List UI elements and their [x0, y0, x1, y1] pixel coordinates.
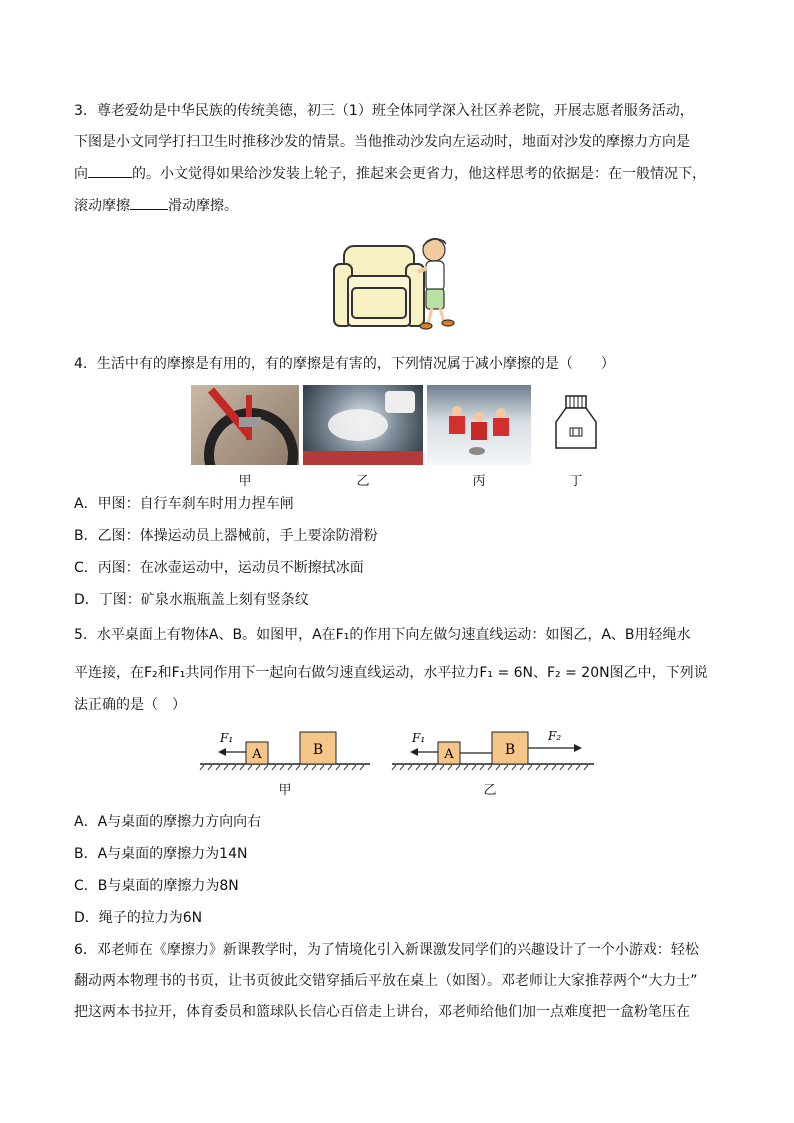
figure-jia [198, 724, 372, 774]
photo-curling [427, 385, 531, 465]
q4-option-a[interactable]: A．甲图：自行车刹车时用力捏车闸 [74, 496, 294, 512]
caption-jia: 甲 [238, 474, 252, 489]
q3-line-4 [74, 195, 238, 216]
block-a-yi-label: A [444, 747, 454, 762]
caption-bing: 丙 [472, 474, 486, 489]
block-a-label: A [252, 747, 262, 762]
q3-line-3-start: 向 [74, 166, 88, 182]
q3-line-3 [74, 163, 706, 184]
force-f1-yi-label: F₁ [412, 731, 426, 745]
caption-ding: 丁 [569, 474, 583, 489]
q3-line-4-end: 滑动摩擦。 [168, 198, 238, 214]
q4-stem: 4．生活中有的摩擦是有用的，有的摩擦是有害的，下列情况属于减小摩擦的是（ ） [74, 356, 615, 372]
q5-line-1: 5．水平桌面上有物体A、B。如图甲，A在F₁的作用下向左做匀速直线运动：如图乙，A、B用轻绳水 [74, 627, 691, 643]
q5-option-d[interactable]: D．绳子的拉力为6N [74, 910, 203, 926]
q6-line-2: 翻动两本物理书的书页，让书页彼此交错穿插后平放在桌上（如图）。邓老师让大家推荐两个“大力士” [74, 973, 698, 989]
sofa-icon [334, 246, 424, 326]
photo-gymnast-chalk [303, 385, 423, 465]
block-b-yi-label: B [504, 742, 516, 758]
q3-line-3-end: 的。小文觉得如果给沙发装上轮子，推起来会更省力，他这样思考的依据是：在一般情况下， [132, 166, 706, 182]
q3-line-4-start: 滚动摩擦 [74, 198, 130, 214]
figure-caption-yi: 乙 [483, 783, 497, 798]
q3-blank-1[interactable] [88, 163, 132, 178]
block-b-label: B [312, 742, 324, 758]
sofa-boy-illustration [330, 232, 470, 334]
q3-line-1: 3．尊老爱幼是中华民族的传统美德，初三（1）班全体同学深入社区养老院，开展志愿者服务活动， [74, 103, 694, 119]
photo-bike-brake [191, 385, 299, 465]
q5-option-c[interactable]: C．B与桌面的摩擦力为8N [74, 878, 239, 894]
q4-option-b[interactable]: B．乙图：体操运动员上器械前，手上要涂防滑粉 [74, 528, 378, 544]
force-f1-label: F₁ [220, 731, 234, 745]
q5-line-2: 平连接，在F₂和F₁共同作用下一起向右做匀速直线运动，水平拉力F₁ = 6N、F₂ = 20N图乙中，下列说 [74, 665, 708, 681]
figure-yi [390, 724, 596, 774]
q4-option-c[interactable]: C．丙图：在冰壶运动中，运动员不断擦拭冰面 [74, 560, 364, 576]
figure-caption-jia: 甲 [278, 783, 292, 798]
q4-option-d[interactable]: D．丁图：矿泉水瓶瓶盖上刻有竖条纹 [74, 592, 309, 608]
q6-line-3: 把这两本书拉开，体育委员和篮球队长信心百倍走上讲台，邓老师给他们加一点难度把一盒粉笔压在 [74, 1004, 690, 1020]
bottle-cap-icon [548, 392, 604, 454]
q5-line-3: 法正确的是（ ） [74, 697, 186, 713]
q5-option-a[interactable]: A．A与桌面的摩擦力方向向右 [74, 814, 262, 830]
arrow-left-icon [410, 748, 418, 756]
arrow-right-icon [574, 744, 582, 752]
q6-line-1: 6．邓老师在《摩擦力》新课教学时，为了情境化引入新课激发同学们的兴趣设计了一个小游戏：轻松 [74, 942, 699, 958]
caption-yi: 乙 [356, 474, 370, 489]
q5-option-b[interactable]: B．A与桌面的摩擦力为14N [74, 846, 248, 862]
q3-line-2: 下图是小文同学打扫卫生时推移沙发的情景。当他推动沙发向左运动时，地面对沙发的摩擦力方向是 [74, 134, 690, 150]
q3-blank-2[interactable] [130, 195, 168, 210]
arrow-left-icon [218, 748, 226, 756]
force-f2-label: F₂ [548, 729, 562, 743]
